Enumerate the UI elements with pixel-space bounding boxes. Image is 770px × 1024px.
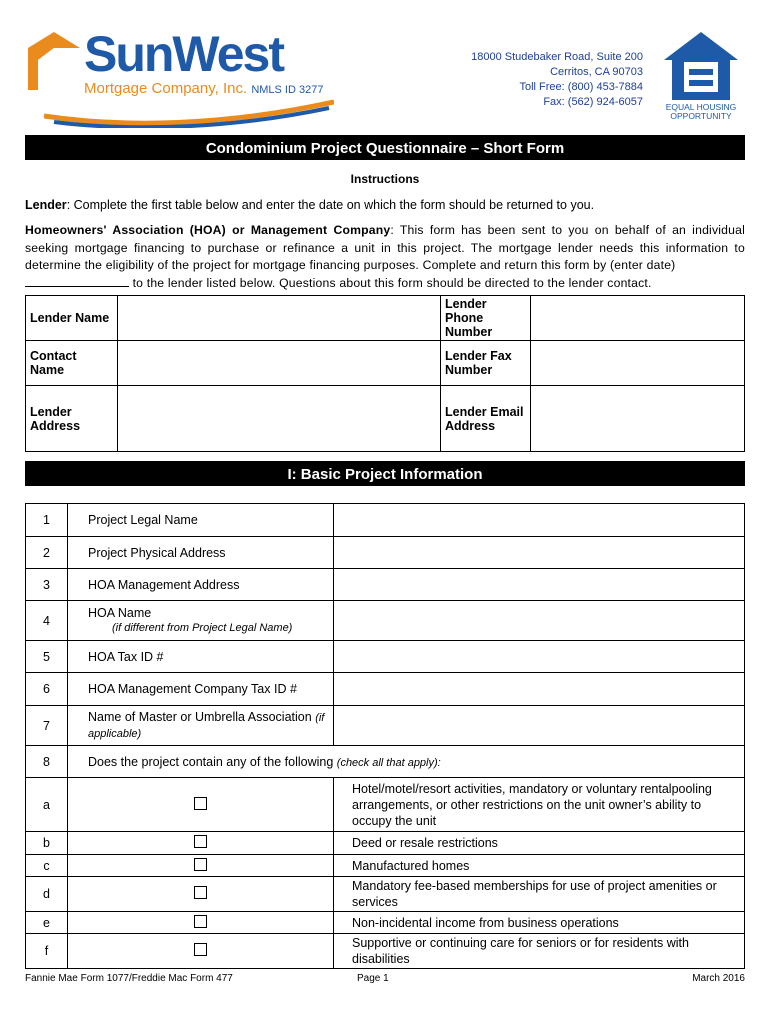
- item-number: 4: [26, 601, 68, 641]
- item-note: (if different from Project Legal Name): [112, 621, 293, 634]
- option-text: Hotel/motel/resort activities, mandatory or voluntary rentalpooling arrangements, or other restrictions on the unit owner’s ability to occupy the unit: [334, 778, 745, 832]
- logo-house-icon: [24, 30, 84, 95]
- instructions-heading: Instructions: [350, 172, 420, 186]
- form-title: Condominium Project Questionnaire – Short Form: [25, 135, 745, 160]
- option-e-checkbox[interactable]: [194, 915, 207, 928]
- hoa-label: Homeowners' Association (HOA) or Management Company: [25, 223, 391, 237]
- company-address: [471, 50, 643, 110]
- item-number: 2: [26, 537, 68, 569]
- hoa-tax-id-input[interactable]: [334, 641, 745, 673]
- option-text: Non-incidental income from business operations: [334, 912, 745, 934]
- lender-name-input[interactable]: [118, 296, 441, 341]
- table-row: [26, 296, 745, 341]
- footer-page-number: Page 1: [357, 973, 389, 984]
- item-note: (check all that apply):: [336, 756, 441, 769]
- table-row: [26, 386, 745, 452]
- table-row: [26, 877, 745, 912]
- option-text: Mandatory fee-based memberships for use of project amenities or services: [334, 877, 745, 912]
- option-checkbox-cell: [68, 778, 334, 832]
- item-label: HOA Management Company Tax ID #: [68, 673, 334, 706]
- return-date-blank[interactable]: [25, 276, 129, 287]
- option-checkbox-cell: [68, 934, 334, 969]
- table-row: [26, 569, 745, 601]
- item-number: 7: [26, 706, 68, 746]
- footer-date: March 2016: [692, 973, 745, 984]
- lender-text: : Complete the first table below and enter the date on which the form should be returned to you.: [66, 198, 595, 212]
- lender-name-label: Lender Name: [26, 296, 118, 341]
- option-letter: c: [26, 855, 68, 877]
- table-row: [26, 832, 745, 855]
- table-row: [26, 341, 745, 386]
- item-label: HOA Tax ID #: [68, 641, 334, 673]
- option-d-checkbox[interactable]: [194, 886, 207, 899]
- option-checkbox-cell: [68, 912, 334, 934]
- table-row: [26, 912, 745, 934]
- lender-table: [25, 295, 745, 452]
- hoa-name-input[interactable]: [334, 601, 745, 641]
- address-line-1: 18000 Studebaker Road, Suite 200: [471, 51, 643, 63]
- item-label-cell: [68, 706, 334, 746]
- table-row: [26, 537, 745, 569]
- option-f-checkbox[interactable]: [194, 943, 207, 956]
- lender-fax-input[interactable]: [531, 341, 745, 386]
- option-checkbox-cell: [68, 877, 334, 912]
- option-checkbox-cell: [68, 832, 334, 855]
- item-label: Project Physical Address: [68, 537, 334, 569]
- hoa-management-tax-id-input[interactable]: [334, 673, 745, 706]
- option-text: Manufactured homes: [334, 855, 745, 877]
- contact-name-label: Contact Name: [26, 341, 118, 386]
- item-number: 3: [26, 569, 68, 601]
- table-row: [26, 934, 745, 969]
- master-association-input[interactable]: [334, 706, 745, 746]
- option-a-checkbox[interactable]: [194, 797, 207, 810]
- logo-nmls: NMLS ID 3277: [251, 84, 324, 96]
- item-number: 6: [26, 673, 68, 706]
- option-text: Deed or resale restrictions: [334, 832, 745, 855]
- lender-phone-label: Lender Phone Number: [441, 296, 531, 341]
- option-letter: a: [26, 778, 68, 832]
- table-row: [26, 855, 745, 877]
- lender-phone-input[interactable]: [531, 296, 745, 341]
- item-label: HOA Management Address: [68, 569, 334, 601]
- table-row: [26, 641, 745, 673]
- address-fax: Fax: (562) 924-6057: [543, 96, 643, 108]
- hoa-text-1: : This form has been sent to you on behalf of an individual seeking mortgage financing to purchase or refinance a unit in this project. The mortgage lender needs this information to determine the eligibility of the project for mortgage financing purposes. Complete and return this form by (enter date): [25, 223, 745, 272]
- lender-email-label: Lender Email Address: [441, 386, 531, 452]
- contact-name-input[interactable]: [118, 341, 441, 386]
- lender-instructions: [25, 198, 745, 212]
- item-label-cell: [68, 746, 745, 778]
- option-c-checkbox[interactable]: [194, 858, 207, 871]
- sunwest-logo: [24, 28, 334, 128]
- table-row: [26, 673, 745, 706]
- lender-email-input[interactable]: [531, 386, 745, 452]
- item-note: (if applicable): [88, 711, 325, 740]
- lender-fax-label: Lender Fax Number: [441, 341, 531, 386]
- item-label: HOA Name: [88, 605, 152, 620]
- table-row: [26, 746, 745, 778]
- option-letter: d: [26, 877, 68, 912]
- equal-housing-logo: [658, 30, 744, 124]
- option-checkbox-cell: [68, 855, 334, 877]
- logo-company: Mortgage Company, Inc.: [84, 80, 248, 97]
- table-row: [26, 601, 745, 641]
- table-row: [26, 706, 745, 746]
- item-number: 1: [26, 504, 68, 537]
- table-row: [26, 778, 745, 832]
- equal-housing-icon: [658, 30, 744, 102]
- option-letter: e: [26, 912, 68, 934]
- basic-project-table: [25, 503, 745, 969]
- option-letter: f: [26, 934, 68, 969]
- item-label: Project Legal Name: [68, 504, 334, 537]
- logo-swoosh-icon: [44, 98, 334, 128]
- project-physical-address-input[interactable]: [334, 537, 745, 569]
- item-label-cell: [68, 601, 334, 641]
- item-label: Name of Master or Umbrella Association: [88, 709, 312, 724]
- option-b-checkbox[interactable]: [194, 835, 207, 848]
- equal-housing-label: EQUAL HOUSING OPPORTUNITY: [665, 102, 737, 121]
- lender-address-label: Lender Address: [26, 386, 118, 452]
- section-basic-project-title: I: Basic Project Information: [25, 461, 745, 486]
- hoa-text-2: to the lender listed below. Questions about this form should be directed to the lender contact.: [129, 275, 652, 290]
- logo-name: SunWest: [84, 26, 283, 82]
- lender-address-input[interactable]: [118, 386, 441, 452]
- item-label: Does the project contain any of the following: [88, 754, 334, 769]
- project-legal-name-input[interactable]: [334, 504, 745, 537]
- lender-label: Lender: [25, 198, 67, 212]
- hoa-instructions: [25, 222, 745, 292]
- hoa-management-address-input[interactable]: [334, 569, 745, 601]
- option-letter: b: [26, 832, 68, 855]
- table-row: [26, 504, 745, 537]
- option-text: Supportive or continuing care for seniors or for residents with disabilities: [334, 934, 745, 969]
- footer-form-id: Fannie Mae Form 1077/Freddie Mac Form 477: [25, 973, 233, 984]
- address-line-2: Cerritos, CA 90703: [550, 66, 643, 78]
- logo-company-line: [84, 80, 323, 97]
- item-number: 5: [26, 641, 68, 673]
- item-number: 8: [26, 746, 68, 778]
- address-phone: Toll Free: (800) 453-7884: [519, 81, 643, 93]
